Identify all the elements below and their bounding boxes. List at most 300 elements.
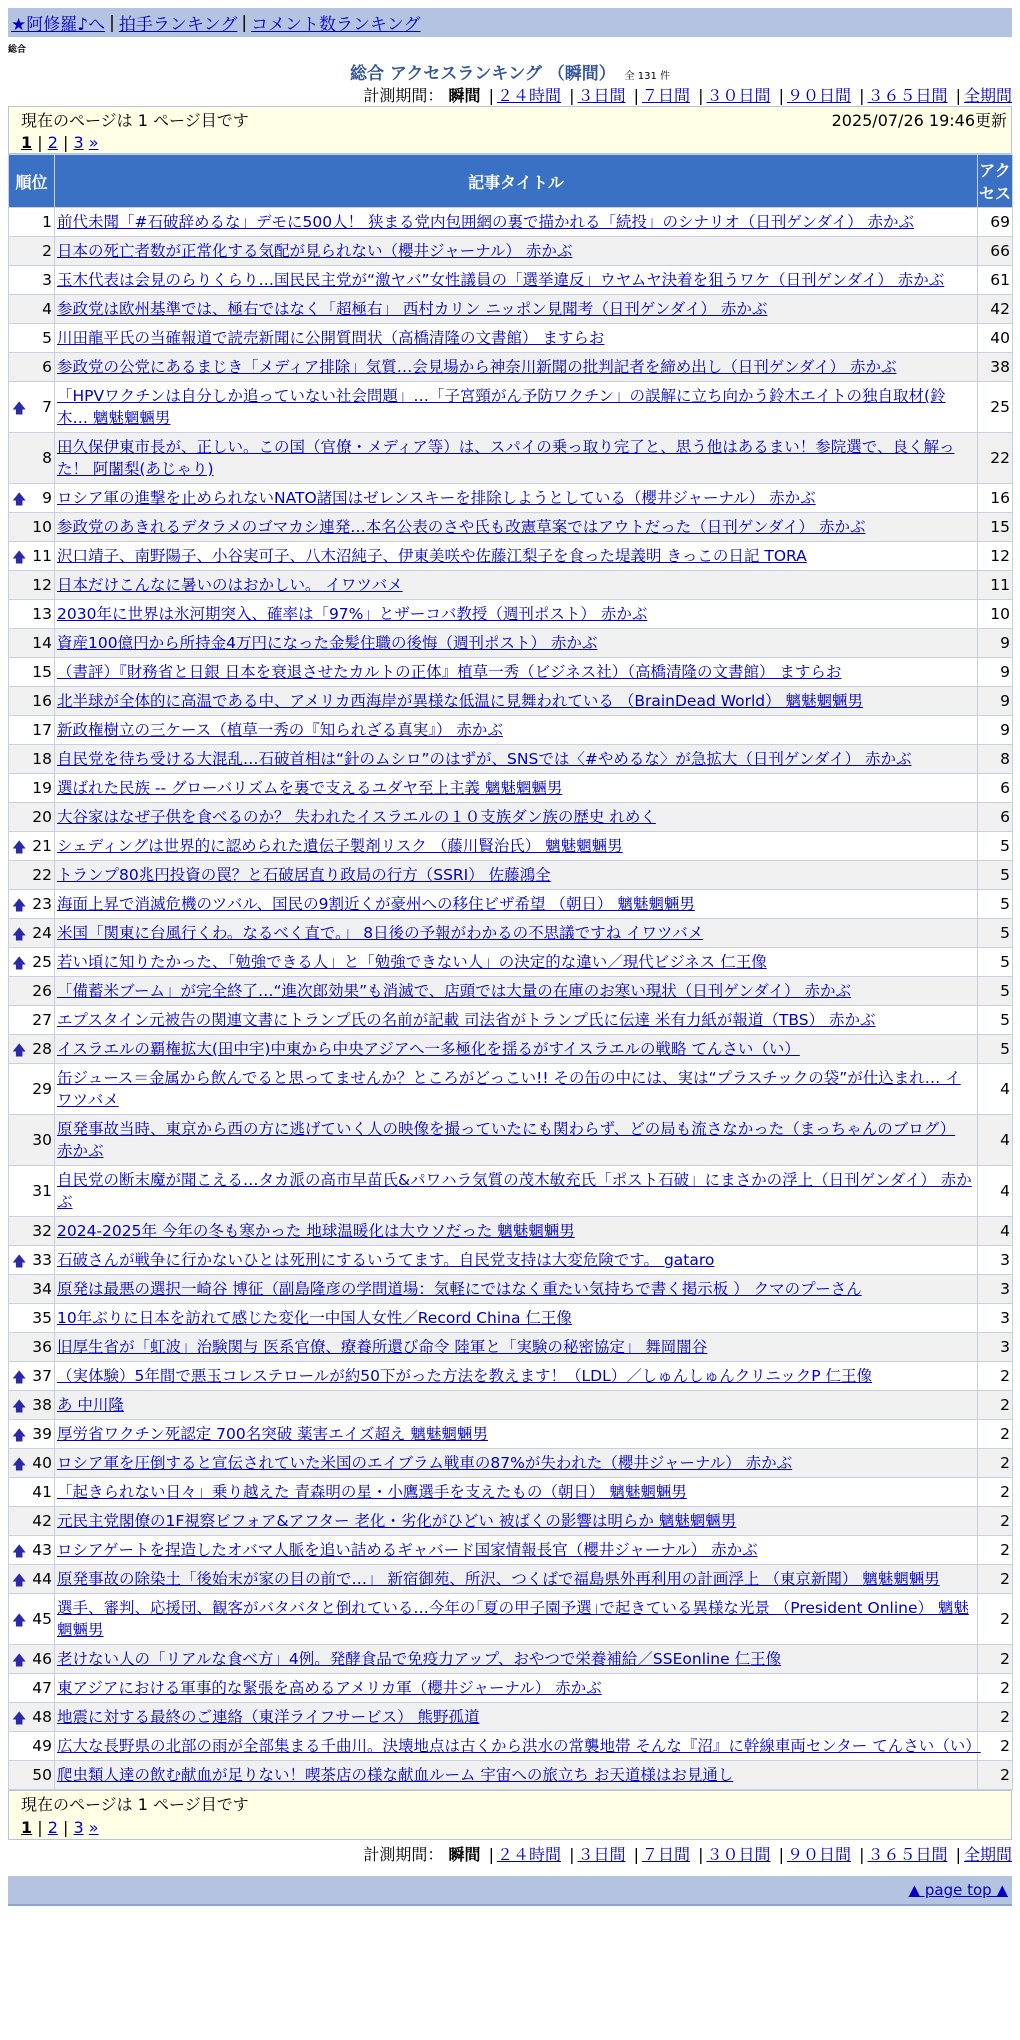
title-cell bbox=[55, 1006, 978, 1035]
title-cell bbox=[55, 1217, 978, 1246]
top-nav-bar bbox=[8, 8, 1012, 37]
ranking-heading bbox=[8, 59, 1012, 83]
access-count: 9 bbox=[978, 687, 1013, 716]
article-link[interactable]: トランプ80兆円投資の罠？と石破居直り政局の行方（SSRI） 佐藤鴻全 bbox=[57, 866, 551, 884]
title-cell bbox=[55, 1362, 978, 1391]
rank-cell bbox=[9, 295, 55, 324]
rank-number: 7 bbox=[42, 398, 52, 416]
access-count: 2 bbox=[978, 1645, 1013, 1674]
period-link-24h[interactable]: ２４時間 bbox=[496, 86, 561, 105]
period-current-bottom: 瞬間 bbox=[448, 1845, 481, 1864]
title-cell bbox=[55, 571, 978, 600]
page-link-3-bottom[interactable]: 3 bbox=[73, 1818, 84, 1837]
period-link-7d[interactable]: ７日間 bbox=[641, 86, 690, 105]
rank-up-arrow-icon: 🡅 bbox=[12, 927, 27, 943]
article-link[interactable]: 田久保伊東市長が、正しい。この国（官僚・メディア等）は、スパイの乗っ取り完了と、思う他はあるまい！参院選で、良く解った！ 阿闍梨(あじゃり) bbox=[57, 438, 955, 478]
rank-number: 47 bbox=[32, 1679, 52, 1697]
rank-up-arrow-icon: 🡅 bbox=[12, 1043, 27, 1059]
rank-number: 12 bbox=[32, 576, 52, 594]
table-row bbox=[9, 324, 1013, 353]
access-count: 2 bbox=[978, 1703, 1013, 1732]
rank-cell bbox=[9, 716, 55, 745]
article-link[interactable]: 地震に対する最終のご連絡（東洋ライフサービス） 熊野孤道 bbox=[57, 1708, 480, 1726]
title-cell bbox=[55, 1565, 978, 1594]
table-row bbox=[9, 382, 1013, 433]
access-count: 69 bbox=[978, 208, 1013, 237]
title-cell bbox=[55, 890, 978, 919]
article-link[interactable]: 「HPVワクチンは自分しか追っていない社会問題」…「子宮頸がん予防ワクチン」の誤解に立ち向かう鈴木エイトの独自取材(鈴木… 魑魅魍魎男 bbox=[57, 387, 946, 427]
article-link[interactable]: 2030年に世界は氷河期突入、確率は「97%」とザーコバ教授（週刊ポスト） 赤かぶ bbox=[57, 605, 648, 623]
period-link-30d-bottom[interactable]: ３０日間 bbox=[706, 1845, 771, 1864]
rank-cell bbox=[9, 1333, 55, 1362]
article-link[interactable]: 爬虫類人達の飲む献血が足りない！喫茶店の様な献血ルーム 宇宙への旅立ち お天道様はお見通し bbox=[57, 1766, 734, 1784]
table-row bbox=[9, 1645, 1013, 1674]
period-link-24h-bottom[interactable]: ２４時間 bbox=[496, 1845, 561, 1864]
table-row bbox=[9, 1064, 1013, 1115]
rank-cell bbox=[9, 1304, 55, 1333]
article-link[interactable]: 2024-2025年 今年の冬も寒かった 地球温暖化は大ウソだった 魑魅魍魎男 bbox=[57, 1222, 575, 1240]
article-link[interactable]: 日本の死亡者数が正常化する気配が見られない（櫻井ジャーナル） 赤かぶ bbox=[57, 242, 573, 260]
rank-cell bbox=[9, 803, 55, 832]
footer-bar bbox=[8, 1876, 1012, 1906]
updated-timestamp: 2025/07/26 19:46更新 bbox=[831, 111, 1007, 130]
access-count: 2 bbox=[978, 1362, 1013, 1391]
access-count: 5 bbox=[978, 948, 1013, 977]
rank-cell bbox=[9, 1166, 55, 1217]
rank-number: 14 bbox=[32, 634, 52, 652]
article-link[interactable]: 選手、審判、応援団、観客がバタバタと倒れている…今年の｢夏の甲子園予選｣で起きている異様な光景 （President Online） 魑魅魍魎男 bbox=[57, 1599, 969, 1639]
article-link[interactable]: 資産100億円から所持金4万円になった金髪住職の後悔（週刊ポスト） 赤かぶ bbox=[57, 634, 598, 652]
page-next-link-bottom[interactable]: » bbox=[88, 1818, 99, 1837]
title-cell bbox=[55, 1507, 978, 1536]
table-row bbox=[9, 1565, 1013, 1594]
period-link-3d[interactable]: ３日間 bbox=[577, 86, 626, 105]
article-link[interactable]: ロシア軍の進撃を止められないNATO諸国はゼレンスキーを排除しようとしている（櫻井ジャーナル） 赤かぶ bbox=[57, 489, 816, 507]
rank-up-arrow-icon: 🡅 bbox=[12, 1254, 27, 1270]
ranking-rows bbox=[9, 208, 1013, 1790]
period-link-90d-bottom[interactable]: ９０日間 bbox=[786, 1845, 851, 1864]
rank-up-arrow-icon: 🡅 bbox=[12, 840, 27, 856]
article-link[interactable]: 選ばれた民族 -- グローバリズムを裏で支えるユダヤ至上主義 魑魅魍魎男 bbox=[57, 779, 563, 797]
article-link[interactable]: ロシア軍を圧倒すると宣伝されていた米国のエイブラム戦車の87%が失われた（櫻井ジャーナル） 赤かぶ bbox=[57, 1454, 793, 1472]
table-row bbox=[9, 600, 1013, 629]
rank-cell bbox=[9, 687, 55, 716]
title-cell bbox=[55, 382, 978, 433]
rank-cell bbox=[9, 571, 55, 600]
rank-cell bbox=[9, 484, 55, 513]
rank-number: 11 bbox=[32, 547, 52, 565]
title-cell bbox=[55, 716, 978, 745]
title-cell bbox=[55, 948, 978, 977]
access-count: 2 bbox=[978, 1391, 1013, 1420]
rank-number: 18 bbox=[32, 750, 52, 768]
rank-number: 29 bbox=[32, 1080, 52, 1098]
home-link[interactable]: ★阿修羅♪へ bbox=[11, 15, 106, 35]
rank-cell bbox=[9, 266, 55, 295]
rank-cell bbox=[9, 658, 55, 687]
page-link-2[interactable]: 2 bbox=[47, 133, 58, 152]
article-link[interactable]: 原発事故の除染土「後始末が家の目の前で…」 新宿御苑、所沢、つくばで福島県外再利用の計画浮上 （東京新聞） 魑魅魍魎男 bbox=[57, 1570, 940, 1588]
rank-cell bbox=[9, 919, 55, 948]
title-cell bbox=[55, 803, 978, 832]
article-link[interactable]: 広大な長野県の北部の雨が全部集まる千曲川。決壊地点は古くから洪水の常襲地帯 そんな『沼』に幹線車両センター てんさい（い） bbox=[57, 1737, 981, 1755]
rank-cell bbox=[9, 1420, 55, 1449]
title-cell bbox=[55, 629, 978, 658]
title-cell bbox=[55, 977, 978, 1006]
access-count: 38 bbox=[978, 353, 1013, 382]
access-count: 2 bbox=[978, 1420, 1013, 1449]
article-link[interactable]: 若い頃に知りたかった、「勉強できる人」と「勉強できない人」の決定的な違い／現代ビジネス 仁王像 bbox=[57, 953, 767, 971]
access-count: 3 bbox=[978, 1333, 1013, 1362]
title-cell bbox=[55, 832, 978, 861]
title-cell bbox=[55, 208, 978, 237]
rank-number: 45 bbox=[32, 1610, 52, 1628]
table-row bbox=[9, 658, 1013, 687]
article-link[interactable]: 前代未聞「#石破辞めるな」デモに500人！ 狭まる党内包囲網の裏で描かれる「続投」のシナリオ（日刊ゲンダイ） 赤かぶ bbox=[57, 213, 915, 231]
table-row bbox=[9, 1166, 1013, 1217]
rank-number: 49 bbox=[32, 1737, 52, 1755]
rank-number: 31 bbox=[32, 1182, 52, 1200]
period-link-all[interactable]: 全期間 bbox=[963, 86, 1012, 105]
access-count: 4 bbox=[978, 1064, 1013, 1115]
rank-cell bbox=[9, 1565, 55, 1594]
period-link-all-bottom[interactable]: 全期間 bbox=[963, 1845, 1012, 1864]
article-link[interactable]: 川田龍平氏の当確報道で読売新聞に公開質問状（高橋清隆の文書館） ますらお bbox=[57, 329, 605, 347]
rank-number: 42 bbox=[32, 1512, 52, 1530]
access-count: 9 bbox=[978, 658, 1013, 687]
table-row bbox=[9, 1674, 1013, 1703]
article-link[interactable]: 原発は最悪の選択一崎谷 博征（副島隆彦の学問道場：気軽にではなく重たい気持ちで書く掲示板 ） クマのプーさん bbox=[57, 1280, 862, 1298]
table-row bbox=[9, 1333, 1013, 1362]
access-count: 3 bbox=[978, 1275, 1013, 1304]
access-count: 2 bbox=[978, 1449, 1013, 1478]
page-current-bottom: 1 bbox=[21, 1818, 33, 1837]
table-row bbox=[9, 266, 1013, 295]
page-link-2-bottom[interactable]: 2 bbox=[47, 1818, 58, 1837]
rank-number: 43 bbox=[32, 1541, 52, 1559]
access-count: 16 bbox=[978, 484, 1013, 513]
article-link[interactable]: 旧厚生省が「虹波」治験関与 医系官僚、療養所還び命令 陸軍と「実験の秘密協定」 舞岡闇谷 bbox=[57, 1338, 708, 1356]
table-row bbox=[9, 208, 1013, 237]
article-link[interactable]: イスラエルの覇権拡大(田中宇)中東から中央アジアへ一多極化を揺るがすイスラエルの戦略 てんさい（い） bbox=[57, 1040, 800, 1058]
rank-cell bbox=[9, 1035, 55, 1064]
nav-separator: | bbox=[241, 12, 248, 33]
rank-cell bbox=[9, 745, 55, 774]
title-cell bbox=[55, 1333, 978, 1362]
title-cell bbox=[55, 745, 978, 774]
rank-number: 9 bbox=[42, 489, 52, 507]
table-row bbox=[9, 1732, 1013, 1761]
rank-up-arrow-icon: 🡅 bbox=[12, 1653, 27, 1669]
table-row bbox=[9, 353, 1013, 382]
article-link[interactable]: シェディングは世界的に認められた遺伝子製剤リスク （藤川賢治氏） 魑魅魍魎男 bbox=[57, 837, 623, 855]
rank-number: 33 bbox=[32, 1251, 52, 1269]
title-cell bbox=[55, 484, 978, 513]
rank-cell bbox=[9, 600, 55, 629]
period-link-365d[interactable]: ３６５日間 bbox=[867, 86, 948, 105]
title-cell bbox=[55, 1761, 978, 1790]
table-row bbox=[9, 1115, 1013, 1166]
period-link-3d-bottom[interactable]: ３日間 bbox=[577, 1845, 626, 1864]
page-status: 現在のページは 1 ページ目です bbox=[21, 111, 249, 130]
table-row bbox=[9, 687, 1013, 716]
article-link[interactable]: 石破さんが戦争に行かないひとは死刑にするいうてます。自民党支持は大変危険です。 gataro bbox=[57, 1251, 715, 1269]
page-links-bottom: 1 | 2 | 3 » bbox=[21, 1818, 99, 1837]
title-cell bbox=[55, 1674, 978, 1703]
rank-cell bbox=[9, 1362, 55, 1391]
item-count: 全 131 件 bbox=[624, 71, 671, 82]
table-row bbox=[9, 1420, 1013, 1449]
table-row bbox=[9, 774, 1013, 803]
rank-cell bbox=[9, 629, 55, 658]
article-link[interactable]: 参政党のあきれるデタラメのゴマカシ連発…本名公表のさや氏も改憲草案ではアウトだった（日刊ゲンダイ） 赤かぶ bbox=[57, 518, 866, 536]
article-link[interactable]: 「起きられない日々」乗り越えた 青森明の星・小鷹選手を支えたもの（朝日） 魑魅魍魎男 bbox=[57, 1483, 687, 1501]
rank-number: 27 bbox=[32, 1011, 52, 1029]
access-count: 2 bbox=[978, 1478, 1013, 1507]
rank-up-arrow-icon: 🡅 bbox=[12, 1544, 27, 1560]
page-links: 1 | 2 | 3 » bbox=[21, 133, 99, 152]
applause-ranking-link[interactable]: 拍手ランキング bbox=[118, 15, 238, 35]
rank-up-arrow-icon: 🡅 bbox=[12, 1711, 27, 1727]
article-link[interactable]: 沢口靖子、南野陽子、小谷実可子、八木沼純子、伊東美咲や佐藤江梨子を食った堤義明 きっこの日記 TORA bbox=[57, 547, 807, 565]
table-row bbox=[9, 629, 1013, 658]
period-link-7d-bottom[interactable]: ７日間 bbox=[641, 1845, 690, 1864]
rank-cell bbox=[9, 861, 55, 890]
category-label: 総合 bbox=[8, 45, 27, 55]
article-link[interactable]: 参政党の公党にあるまじき「メディア排除」気質…会見場から神奈川新聞の批判記者を締め出し（日刊ゲンダイ） 赤かぶ bbox=[57, 358, 897, 376]
access-count: 25 bbox=[978, 382, 1013, 433]
access-count: 6 bbox=[978, 774, 1013, 803]
rank-number: 3 bbox=[42, 271, 52, 289]
access-count: 8 bbox=[978, 745, 1013, 774]
access-count: 22 bbox=[978, 433, 1013, 484]
table-row bbox=[9, 1478, 1013, 1507]
rank-number: 46 bbox=[32, 1650, 52, 1668]
access-count: 5 bbox=[978, 890, 1013, 919]
table-row bbox=[9, 1035, 1013, 1064]
access-count: 6 bbox=[978, 803, 1013, 832]
rank-cell bbox=[9, 977, 55, 1006]
article-link[interactable]: 「備蓄米ブーム」が完全終了…“進次郎効果”も消滅で、店頭では大量の在庫のお寒い現状（日刊ゲンダイ） 赤かぶ bbox=[57, 982, 851, 1000]
article-link[interactable]: 日本だけこんなに暑いのはおかしい。 イワツバメ bbox=[57, 576, 403, 594]
rank-up-arrow-icon: 🡅 bbox=[12, 492, 27, 508]
title-cell bbox=[55, 1391, 978, 1420]
title-cell bbox=[55, 353, 978, 382]
table-row bbox=[9, 890, 1013, 919]
rank-cell bbox=[9, 1674, 55, 1703]
rank-cell bbox=[9, 1275, 55, 1304]
rank-number: 26 bbox=[32, 982, 52, 1000]
article-link[interactable]: 原発事故当時、東京から西の方に逃げていく人の映像を撮っていたにも関わらず、どの局も流さなかった（まっちゃんのブログ） 赤かぶ bbox=[57, 1120, 956, 1160]
rank-cell bbox=[9, 832, 55, 861]
article-link[interactable]: 玉木代表は会見のらりくらり…国民民主党が“激ヤバ”女性議員の「選挙違反」ウヤムヤ決着を狙うワケ（日刊ゲンダイ） 赤かぶ bbox=[57, 271, 945, 289]
article-link[interactable]: 海面上昇で消滅危機のツバル、国民の9割近くが豪州への移住ビザ希望 （朝日） 魑魅魍魎男 bbox=[57, 895, 695, 913]
article-link[interactable]: 缶ジュース＝金属から飲んでると思ってませんか？ところがどっこい!! その缶の中には、実は“プラスチックの袋”が仕込まれ… イワツバメ bbox=[57, 1069, 961, 1109]
article-link[interactable]: 新政権樹立の三ケース（植草一秀の『知られざる真実』） 赤かぶ bbox=[57, 721, 503, 739]
title-cell bbox=[55, 513, 978, 542]
table-header-row bbox=[9, 155, 1013, 208]
table-row bbox=[9, 1449, 1013, 1478]
access-count: 5 bbox=[978, 1035, 1013, 1064]
rank-number: 17 bbox=[32, 721, 52, 739]
rank-up-arrow-icon: 🡅 bbox=[12, 401, 27, 417]
title-cell bbox=[55, 433, 978, 484]
rank-number: 2 bbox=[42, 242, 52, 260]
article-link[interactable]: （実体験）5年間で悪玉コレステロールが約50下がった方法を教えます！（LDL）／しゅんしゅんクリニックP 仁王像 bbox=[57, 1367, 873, 1385]
table-row bbox=[9, 1761, 1013, 1790]
rank-cell bbox=[9, 324, 55, 353]
rank-cell bbox=[9, 1115, 55, 1166]
rank-up-arrow-icon: 🡅 bbox=[12, 1457, 27, 1473]
article-link[interactable]: エプスタイン元被告の関連文書にトランプ氏の名前が記載 司法省がトランプ氏に伝達 米有力紙が報道（TBS） 赤かぶ bbox=[57, 1011, 876, 1029]
title-cell bbox=[55, 658, 978, 687]
access-count: 3 bbox=[978, 1246, 1013, 1275]
rank-cell bbox=[9, 1064, 55, 1115]
rank-number: 23 bbox=[32, 895, 52, 913]
title-cell bbox=[55, 1449, 978, 1478]
rank-number: 40 bbox=[32, 1454, 52, 1472]
rank-up-arrow-icon: 🡅 bbox=[12, 550, 27, 566]
table-row bbox=[9, 977, 1013, 1006]
title-cell bbox=[55, 1732, 981, 1761]
table-row bbox=[9, 295, 1013, 324]
title-cell bbox=[55, 1594, 978, 1645]
rank-cell bbox=[9, 353, 55, 382]
period-link-365d-bottom[interactable]: ３６５日間 bbox=[867, 1845, 948, 1864]
access-count: 5 bbox=[978, 832, 1013, 861]
article-link[interactable]: 厚労省ワクチン死認定 700名突破 薬害エイズ超え 魑魅魍魎男 bbox=[57, 1425, 488, 1443]
table-row bbox=[9, 1536, 1013, 1565]
title-cell bbox=[55, 1703, 978, 1732]
table-row bbox=[9, 745, 1013, 774]
access-count: 9 bbox=[978, 629, 1013, 658]
article-link[interactable]: 元民主党閣僚の1F視察ビフォア&アフター 老化・劣化がひどい 被ばくの影響は明らか 魑魅魍魎男 bbox=[57, 1512, 737, 1530]
rank-number: 22 bbox=[32, 866, 52, 884]
access-count: 5 bbox=[978, 919, 1013, 948]
rank-up-arrow-icon: 🡅 bbox=[12, 1573, 27, 1589]
rank-cell bbox=[9, 1703, 55, 1732]
ranking-table bbox=[8, 154, 1013, 1790]
table-row bbox=[9, 1362, 1013, 1391]
table-row bbox=[9, 716, 1013, 745]
article-link[interactable]: あ 中川隆 bbox=[57, 1396, 124, 1414]
table-row bbox=[9, 237, 1013, 266]
pager-bottom bbox=[8, 1790, 1012, 1840]
access-count: 61 bbox=[978, 266, 1013, 295]
rank-cell bbox=[9, 1761, 55, 1790]
rank-cell bbox=[9, 1645, 55, 1674]
rank-up-arrow-icon: 🡅 bbox=[12, 1428, 27, 1444]
rank-up-arrow-icon: 🡅 bbox=[12, 1613, 27, 1629]
article-link[interactable]: 参政党は欧州基準では、極右ではなく「超極右」 西村カリン ニッポン見聞考（日刊ゲンダイ） 赤かぶ bbox=[57, 300, 768, 318]
article-link[interactable]: 東アジアにおける軍事的な緊張を高めるアメリカ軍（櫻井ジャーナル） 赤かぶ bbox=[57, 1679, 602, 1697]
title-cell bbox=[55, 774, 978, 803]
access-count: 9 bbox=[978, 716, 1013, 745]
table-row bbox=[9, 919, 1013, 948]
rank-number: 10 bbox=[32, 518, 52, 536]
comment-ranking-link[interactable]: コメント数ランキング bbox=[251, 15, 421, 35]
rank-cell bbox=[9, 1391, 55, 1420]
rank-cell bbox=[9, 890, 55, 919]
title-cell bbox=[55, 1478, 978, 1507]
access-count: 4 bbox=[978, 1217, 1013, 1246]
rank-number: 16 bbox=[32, 692, 52, 710]
article-link[interactable]: 自民党を待ち受ける大混乱…石破首相は“針のムシロ”のはずが、SNSでは〈#やめるな〉が急拡大（日刊ゲンダイ） 赤かぶ bbox=[57, 750, 912, 768]
rank-number: 34 bbox=[32, 1280, 52, 1298]
rank-number: 5 bbox=[42, 329, 52, 347]
title-header: 記事タイトル bbox=[55, 155, 978, 208]
article-link[interactable]: 北半球が全体的に高温である中、アメリカ西海岸が異様な低温に見舞われている （BrainDead World） 魑魅魍魎男 bbox=[57, 692, 864, 710]
article-link[interactable]: 老けない人の「リアルな食べ方」4例。発酵食品で免疫力アップ、おやつで栄養補給／SSEonline 仁王像 bbox=[57, 1650, 782, 1668]
table-row bbox=[9, 1275, 1013, 1304]
page-link-3[interactable]: 3 bbox=[73, 133, 84, 152]
access-count: 40 bbox=[978, 324, 1013, 353]
access-count: 5 bbox=[978, 977, 1013, 1006]
pager-top bbox=[8, 106, 1012, 154]
access-count: 4 bbox=[978, 1115, 1013, 1166]
rank-number: 15 bbox=[32, 663, 52, 681]
access-count: 5 bbox=[978, 861, 1013, 890]
article-link[interactable]: 米国「関東に台風行くわ。なるべく直で。」 8日後の予報がわかるの不思議ですね イワツバメ bbox=[57, 924, 704, 942]
access-count: 2 bbox=[978, 1507, 1013, 1536]
rank-number: 1 bbox=[42, 213, 52, 231]
access-header: アクセス bbox=[978, 155, 1013, 208]
rank-number: 32 bbox=[32, 1222, 52, 1240]
article-link[interactable]: ロシアゲートを捏造したオバマ人脈を追い詰めるギャバード国家情報長官（櫻井ジャーナル） 赤かぶ bbox=[57, 1541, 758, 1559]
access-count: 12 bbox=[978, 542, 1013, 571]
rank-cell bbox=[9, 542, 55, 571]
access-count: 15 bbox=[978, 513, 1013, 542]
rank-number: 21 bbox=[32, 837, 52, 855]
rank-number: 44 bbox=[32, 1570, 52, 1588]
rank-number: 24 bbox=[32, 924, 52, 942]
rank-number: 36 bbox=[32, 1338, 52, 1356]
rank-cell bbox=[9, 1478, 55, 1507]
page-top-link[interactable]: ▲ page top ▲ bbox=[908, 1881, 1008, 1899]
title-cell bbox=[55, 1645, 978, 1674]
rank-cell bbox=[9, 1006, 55, 1035]
table-row bbox=[9, 1304, 1013, 1333]
page-current: 1 bbox=[21, 133, 33, 152]
page-next-link[interactable]: » bbox=[88, 133, 99, 152]
nav-separator: | bbox=[109, 12, 115, 33]
period-link-90d[interactable]: ９０日間 bbox=[786, 86, 851, 105]
access-count: 11 bbox=[978, 571, 1013, 600]
title-cell bbox=[55, 1536, 978, 1565]
article-link[interactable]: 自民党の断末魔が聞こえる…タカ派の高市早苗氏&パワハラ気質の茂木敏充氏「ポスト石破」にまさかの浮上（日刊ゲンダイ） 赤かぶ bbox=[57, 1171, 972, 1211]
rank-cell bbox=[9, 433, 55, 484]
rank-number: 37 bbox=[32, 1367, 52, 1385]
article-link[interactable]: 10年ぶりに日本を訪れて感じた変化一中国人女性／Record China 仁王像 bbox=[57, 1309, 572, 1327]
article-link[interactable]: （書評）『財務省と日銀 日本を衰退させたカルトの正体』植草一秀（ビジネス社）（高橋清隆の文書館） ますらお bbox=[57, 663, 842, 681]
title-cell bbox=[55, 861, 978, 890]
table-row bbox=[9, 1594, 1013, 1645]
period-label: 計測期間： bbox=[363, 86, 444, 105]
table-row bbox=[9, 513, 1013, 542]
rank-header: 順位 bbox=[9, 155, 55, 208]
period-link-30d[interactable]: ３０日間 bbox=[706, 86, 771, 105]
access-count: 10 bbox=[978, 600, 1013, 629]
table-row bbox=[9, 948, 1013, 977]
title-cell bbox=[55, 687, 978, 716]
title-cell bbox=[55, 324, 978, 353]
article-link[interactable]: 大谷家はなぜ子供を食べるのか？ 失われたイスラエルの１０支族ダン族の歴史 れめく bbox=[57, 808, 656, 826]
table-row bbox=[9, 484, 1013, 513]
rank-cell bbox=[9, 1217, 55, 1246]
rank-number: 30 bbox=[32, 1131, 52, 1149]
title-cell bbox=[55, 1304, 978, 1333]
title-cell bbox=[55, 919, 978, 948]
